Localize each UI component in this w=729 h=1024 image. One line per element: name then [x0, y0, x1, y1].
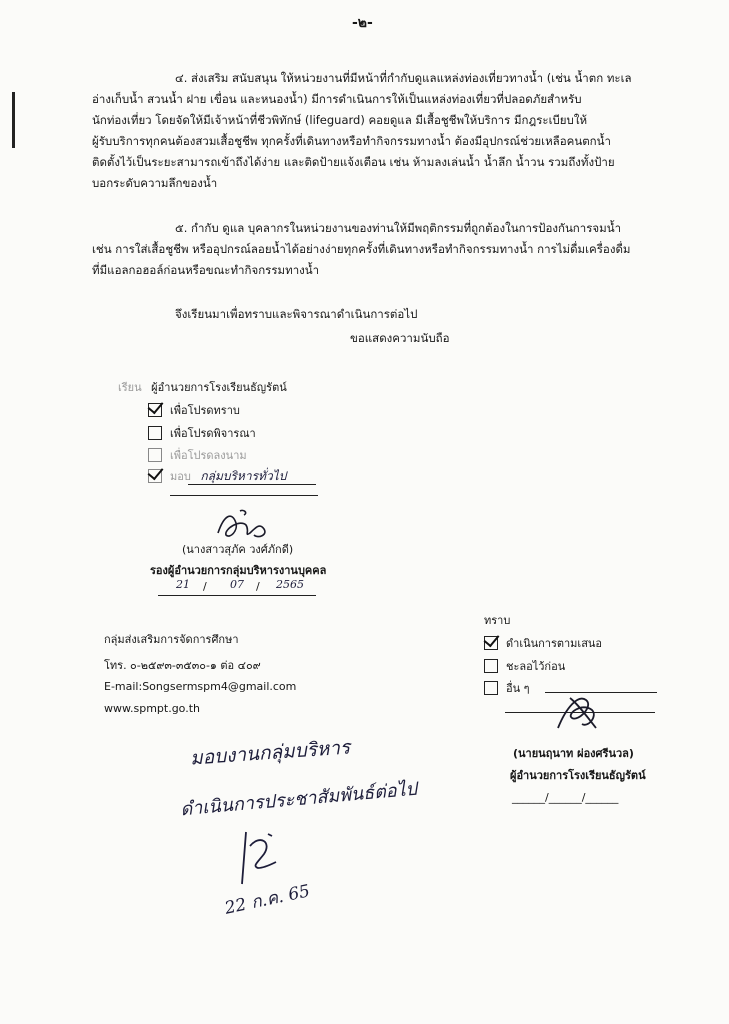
acknowledge-signer-name: (นายนฤนาท ผ่องศรีนวล) — [513, 747, 634, 760]
routing-to — [118, 378, 287, 396]
paragraph-line: บอกระดับความลึกของน้ำ — [92, 176, 218, 190]
acknowledge-signer-position: ผู้อำนวยการโรงเรียนธัญรัตน์ — [510, 769, 646, 782]
routing-option-label: เพื่อโปรดพิจารณา — [170, 427, 256, 440]
handwritten-assign: กลุ่มบริหารทั่วไป — [200, 469, 287, 483]
routing-to-name: ผู้อำนวยการโรงเรียนธัญรัตน์ — [151, 381, 287, 394]
handwritten-note-line2: ดำเนินการประชาสัมพันธ์ต่อไป — [179, 778, 418, 821]
closing-text: จึงเรียนมาเพื่อทราบและพิจารณาดำเนินการต่อไป — [175, 307, 418, 321]
checkbox-checked-icon — [148, 403, 162, 417]
acknowledge-title: ทราบ — [484, 614, 511, 627]
paragraph-line: ผู้รับบริการทุกคนต้องสวมเสื้อชูชีพ ทุกครั้งที่เดินทางหรือทำกิจกรรมทางน้ำ ต้องมีอุปกรณ์ช่วยเหลือคนตกน้ำ — [92, 134, 611, 148]
paragraph-line: ที่มีแอลกอฮอล์ก่อนหรือขณะทำกิจกรรมทางน้ำ — [92, 263, 320, 277]
paragraph-line: ๔. ส่งเสริม สนับสนุน ให้หน่วยงานที่มีหน้าที่กำกับดูแลแหล่งท่องเที่ยวทางน้ำ (เช่น น้ำตก ทะเล — [175, 71, 632, 85]
acknowledge-option-label: ดำเนินการตามเสนอ — [506, 637, 603, 650]
assign-underline — [188, 484, 316, 485]
routing-option — [148, 424, 256, 442]
checkbox-empty-icon — [484, 659, 498, 673]
checkbox-checked-icon — [148, 469, 162, 483]
blank-line — [170, 495, 318, 496]
date-underline — [158, 595, 316, 596]
paragraph-line: ๕. กำกับ ดูแล บุคลากรในหน่วยงานของท่านให้มีพฤติกรรมที่ถูกต้องในการป้องกันการจมน้ำ — [175, 221, 622, 235]
acknowledge-option — [484, 657, 565, 675]
signature-image — [548, 688, 608, 738]
department-name: กลุ่มส่งเสริมการจัดการศึกษา — [104, 633, 239, 646]
routing-option-label: เพื่อโปรดทราบ — [170, 404, 240, 417]
routing-signer-name: (นางสาวสุภัค วงศ์ภักดี) — [182, 543, 294, 556]
department-website: www.spmpt.go.th — [104, 702, 200, 715]
routing-option — [148, 401, 240, 419]
paragraph-line: อ่างเก็บน้ำ สวนน้ำ ฝาย เขื่อน และหนองน้ำ) มีการดำเนินการให้เป็นแหล่งท่องเที่ยวที่ปลอดภัยสำหรับ — [92, 92, 582, 106]
routing-option-label: มอบ — [170, 470, 191, 483]
scan-edge-mark — [12, 92, 15, 148]
date-day: 21 — [176, 578, 190, 591]
paragraph-line: ติดตั้งไว้เป็นระยะสามารถเข้าถึงได้ง่าย และติดป้ายแจ้งเตือน เช่น ห้ามลงเล่นน้ำ น้ำลึก น้ำวน รวมถึงทั้งป้าย — [92, 155, 615, 169]
routing-option — [148, 446, 247, 464]
paragraph-line: นักท่องเที่ยว โดยจัดให้มีเจ้าหน้าที่ชีวพิทักษ์ (lifeguard) คอยดูแล มีเสื้อชูชีพให้บริการ มีกฎระเบียบให้ — [92, 113, 588, 127]
handwritten-note-date: 22 ก.ค. 65 — [222, 881, 312, 919]
checkbox-empty-icon — [148, 448, 162, 462]
checkbox-checked-icon — [484, 636, 498, 650]
routing-date — [158, 580, 318, 598]
acknowledge-date-blank: ______/______/______ — [512, 791, 619, 804]
acknowledge-option — [484, 634, 602, 652]
date-separator: / — [203, 580, 207, 593]
checkbox-empty-icon — [484, 681, 498, 695]
routing-signer-position: รองผู้อำนวยการกลุ่มบริหารงานบุคคล — [150, 564, 327, 577]
date-separator: / — [256, 580, 260, 593]
acknowledge-option — [484, 679, 530, 697]
checkbox-empty-icon — [148, 426, 162, 440]
date-year: 2565 — [276, 578, 304, 591]
department-email: E-mail:Songsermspm4@gmail.com — [104, 680, 297, 693]
acknowledge-option-label: อื่น ๆ — [506, 682, 530, 695]
paragraph-line: เช่น การใส่เสื้อชูชีพ หรืออุปกรณ์ลอยน้ำได้อย่างง่ายทุกครั้งที่เดินทางหรือทำกิจกรรมทางน้ำ การไม่ดื่มเครื่องดื่ม — [92, 242, 631, 256]
page-number: -๒- — [352, 15, 373, 31]
acknowledge-option-label: ชะลอไว้ก่อน — [506, 660, 566, 673]
date-month: 07 — [230, 578, 244, 591]
handwritten-note-line1: มอบงานกลุ่มบริหาร — [189, 736, 351, 770]
regards-text: ขอแสดงความนับถือ — [350, 331, 450, 345]
routing-option-label: เพื่อโปรดลงนาม — [170, 449, 247, 462]
routing-to-prefix: เรียน — [118, 381, 142, 394]
department-phone: โทร. ๐-๒๕๙๓-๓๕๓๐-๑ ต่อ ๔๐๙ — [104, 659, 261, 672]
handwritten-initials-image — [228, 828, 288, 890]
